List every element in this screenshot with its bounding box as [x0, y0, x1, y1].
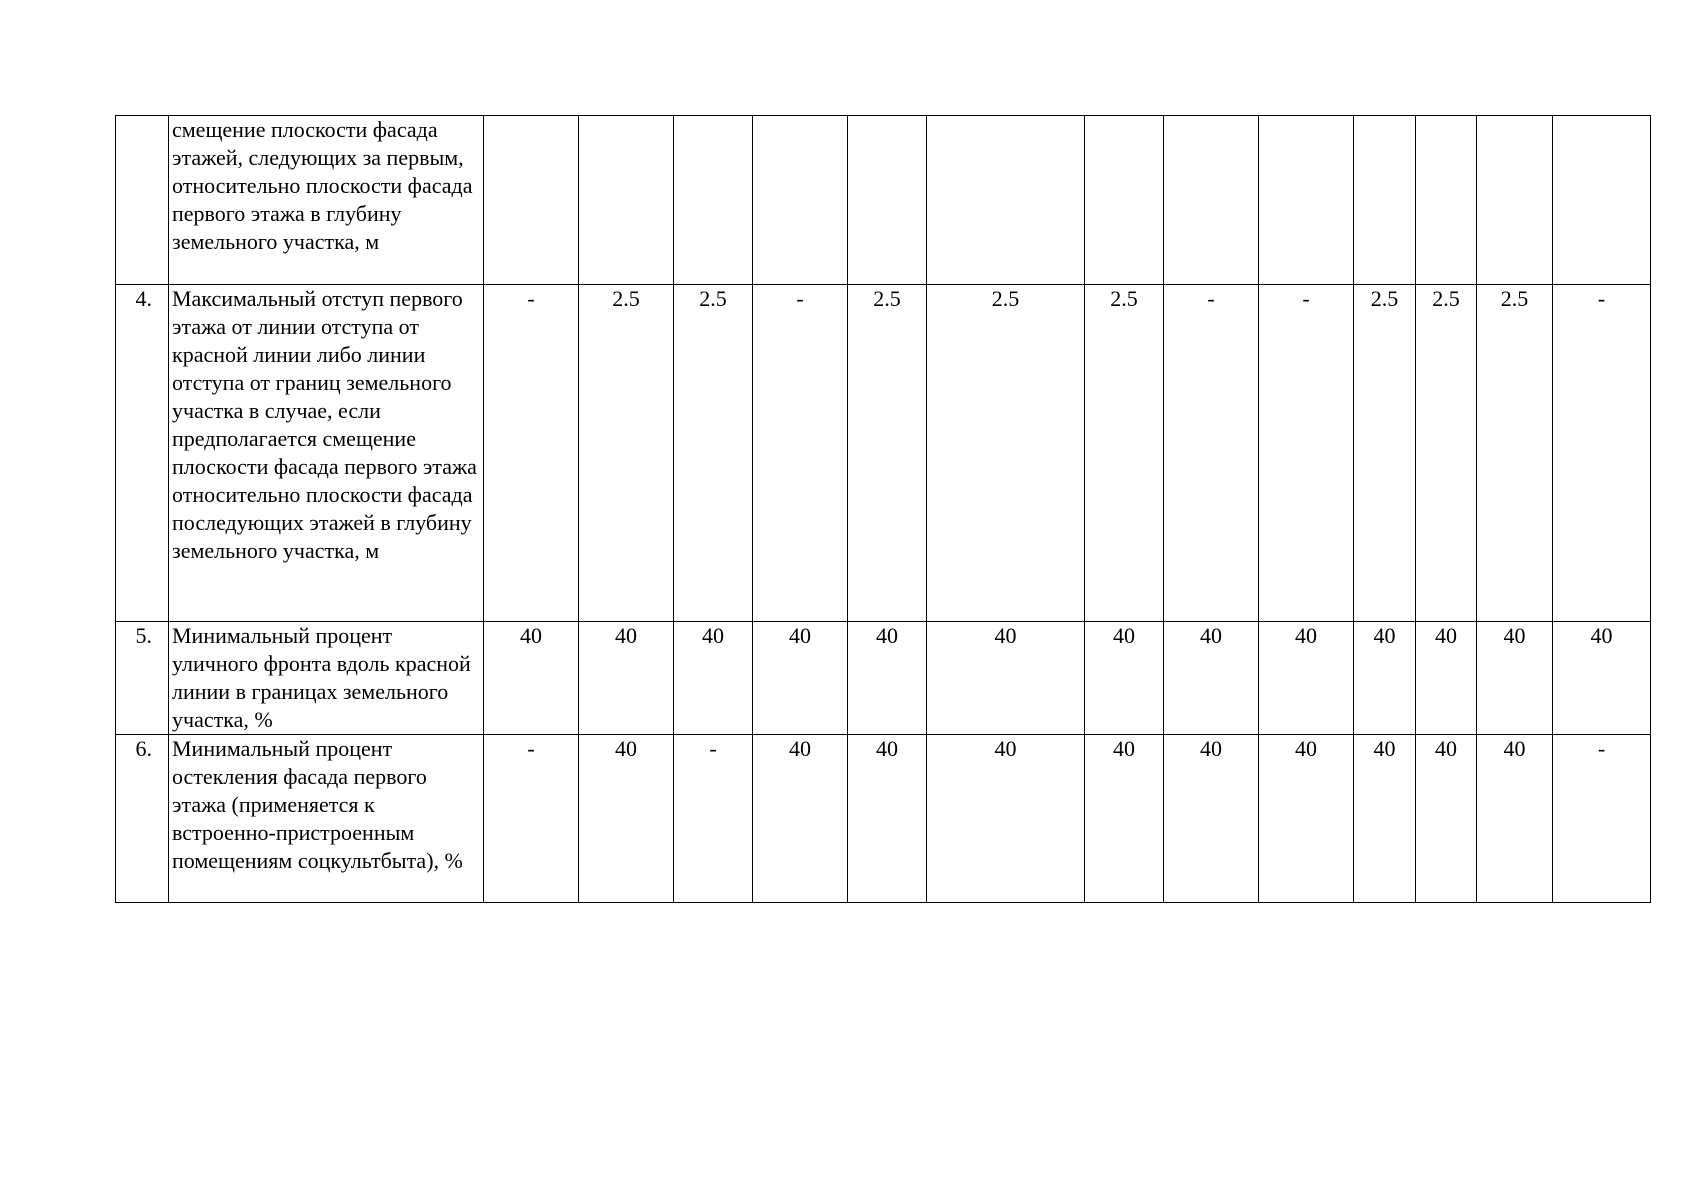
row-number — [116, 116, 169, 285]
table-cell: 40 — [753, 622, 848, 735]
table-cell: 40 — [1477, 622, 1553, 735]
table-cell: 40 — [1259, 622, 1354, 735]
row-label: Минимальный процент остекления фасада первого этажа (применяется к встроенно-пристроенным помещениям соцкультбыта), % — [169, 735, 484, 903]
table-cell — [674, 116, 753, 285]
table-cell — [484, 116, 579, 285]
table-cell: 40 — [1416, 622, 1477, 735]
table-cell: 2.5 — [1085, 285, 1164, 622]
table-cell: - — [1553, 735, 1651, 903]
table-row — [116, 116, 1651, 285]
table-cell: - — [1259, 285, 1354, 622]
row-number: 5. — [116, 622, 169, 735]
table-cell: 2.5 — [848, 285, 927, 622]
table-cell: 2.5 — [1477, 285, 1553, 622]
row-label: смещение плоскости фасада этажей, следующих за первым, относительно плоскости фасада первого этажа в глубину земельного участка, м — [169, 116, 484, 285]
table-cell: - — [484, 285, 579, 622]
table-cell: 2.5 — [927, 285, 1085, 622]
table-cell: 40 — [927, 735, 1085, 903]
table-cell — [1416, 116, 1477, 285]
table-cell: 2.5 — [1354, 285, 1416, 622]
table-cell: 40 — [674, 622, 753, 735]
table-cell: 40 — [927, 622, 1085, 735]
table-cell: 40 — [1164, 735, 1259, 903]
table-cell: - — [1164, 285, 1259, 622]
table-cell: 40 — [848, 622, 927, 735]
row-number: 6. — [116, 735, 169, 903]
table-cell: 40 — [579, 622, 674, 735]
parameters-table — [115, 115, 1651, 903]
table-cell — [1477, 116, 1553, 285]
table-cell: 40 — [1553, 622, 1651, 735]
table-cell: 40 — [1354, 622, 1416, 735]
table-cell: - — [1553, 285, 1651, 622]
row-number: 4. — [116, 285, 169, 622]
table-cell: 40 — [1416, 735, 1477, 903]
row-label: Максимальный отступ первого этажа от линии отступа от красной линии либо линии отступа от границ земельного участка в случае, если предполагается смещение плоскости фасада первого этажа относительно плоскости фасада последующих этажей в глубину земельного участка, м — [169, 285, 484, 622]
table-cell — [1259, 116, 1354, 285]
table-row — [116, 622, 1651, 735]
table-cell: 40 — [1259, 735, 1354, 903]
table-cell — [927, 116, 1085, 285]
table-cell: - — [484, 735, 579, 903]
table-cell: 40 — [1477, 735, 1553, 903]
row-label: Минимальный процент уличного фронта вдоль красной линии в границах земельного участка, % — [169, 622, 484, 735]
table-cell: - — [674, 735, 753, 903]
table-cell — [1164, 116, 1259, 285]
table-cell: 2.5 — [674, 285, 753, 622]
table-cell: 2.5 — [579, 285, 674, 622]
table-row — [116, 735, 1651, 903]
table-cell: 40 — [753, 735, 848, 903]
table-cell — [579, 116, 674, 285]
table-cell — [1354, 116, 1416, 285]
table-row — [116, 285, 1651, 622]
table-cell — [1085, 116, 1164, 285]
table-cell: 40 — [484, 622, 579, 735]
table-cell: 40 — [1085, 622, 1164, 735]
table-cell: 40 — [579, 735, 674, 903]
table-cell: - — [753, 285, 848, 622]
table-cell: 2.5 — [1416, 285, 1477, 622]
table-cell: 40 — [1164, 622, 1259, 735]
table-cell: 40 — [848, 735, 927, 903]
table-cell — [848, 116, 927, 285]
table-cell: 40 — [1085, 735, 1164, 903]
table-cell: 40 — [1354, 735, 1416, 903]
table-cell — [1553, 116, 1651, 285]
table-cell — [753, 116, 848, 285]
